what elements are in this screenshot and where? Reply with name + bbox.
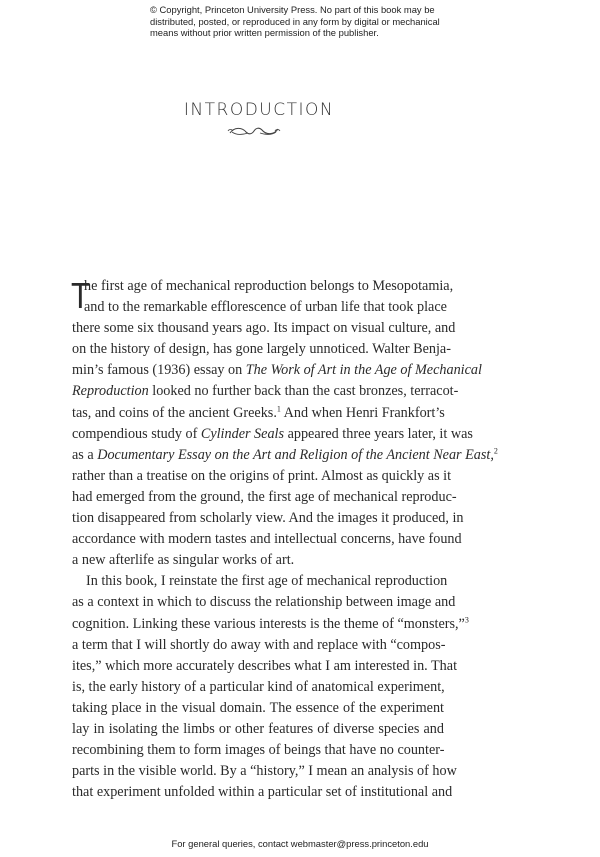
text-segment: as a xyxy=(72,446,98,463)
text-segment: compendious study of xyxy=(72,425,201,442)
text-line xyxy=(72,614,469,635)
text-segment: looked no further back than the cast bronzes, terracot- xyxy=(148,383,459,400)
copyright-notice xyxy=(150,4,460,39)
text-line xyxy=(72,445,498,466)
text-segment: on the history of design, has gone largely unnoticed. Walter Benja- xyxy=(72,341,451,358)
text-line xyxy=(72,466,452,487)
text-line xyxy=(72,318,456,339)
italic-title: Cylinder Seals xyxy=(200,425,285,442)
text-segment: he first age of mechanical reproduction belongs to Mesopotamia, xyxy=(84,278,454,294)
text-line xyxy=(72,276,454,297)
copyright-line: distributed, posted, or reproduced in any form by digital or mechanical xyxy=(150,15,440,27)
text-line xyxy=(72,761,457,782)
italic-title: The Work of Art in the Age of Mechanical xyxy=(245,362,482,379)
text-segment: and to the remarkable efflorescence of urban life that took place xyxy=(84,299,447,316)
copyright-line: © Copyright, Princeton University Press. No part of this book may be xyxy=(150,4,435,15)
text-line xyxy=(72,529,462,550)
text-segment: had emerged from the ground, the first age of mechanical reproduc- xyxy=(72,488,457,505)
text-segment: ites,” which more accurately describes what I am interested in. That xyxy=(72,657,458,674)
text-segment: In this book, I reinstate the first age of mechanical reproduction xyxy=(86,573,448,590)
text-line xyxy=(72,508,464,529)
text-segment: accordance with modern tastes and intellectual concerns, have found xyxy=(72,531,462,548)
text-segment: a term that I will shortly do away with and replace with “compos- xyxy=(72,636,446,653)
footnote-ref: 2 xyxy=(493,446,498,456)
text-line xyxy=(72,677,444,698)
text-line xyxy=(72,782,453,803)
text-segment: lay in isolating the limbs or other features of diverse species and xyxy=(72,720,444,737)
text-line xyxy=(72,571,448,592)
text-line xyxy=(72,719,444,740)
text-segment: a new afterlife as singular works of art. xyxy=(72,552,295,569)
text-line xyxy=(72,403,444,424)
italic-title: Reproduction xyxy=(72,383,149,400)
text-segment: cognition. Linking these various interests is the theme of “monsters,” xyxy=(72,615,465,632)
text-line xyxy=(72,360,482,381)
text-line xyxy=(72,550,444,571)
text-line xyxy=(72,339,451,360)
body-text xyxy=(71,275,498,803)
footnote-ref: 3 xyxy=(464,614,469,624)
text-line xyxy=(72,487,457,508)
footer-contact: For general queries, contact webmaster@press.princeton.edu xyxy=(171,838,429,849)
text-line xyxy=(72,297,447,318)
text-segment: as a context in which to discuss the relationship between image and xyxy=(72,594,456,611)
text-segment: min’s famous (1936) essay on xyxy=(72,362,246,379)
text-line xyxy=(72,381,459,402)
chapter-title: INTRODUCTION xyxy=(183,100,335,120)
scroll-ornament-icon xyxy=(226,124,282,138)
text-segment: rather than a treatise on the origins of print. Almost as quickly as it xyxy=(72,467,452,484)
text-segment: that experiment unfolded within a particular set of institutional and xyxy=(72,784,453,801)
drop-cap: T xyxy=(71,275,90,316)
text-segment: is, the early history of a particular kind of anatomical experiment, xyxy=(72,678,445,695)
text-segment: appeared three years later, it was xyxy=(284,425,473,442)
footnote-ref: 1 xyxy=(276,403,281,413)
text-segment: tas, and coins of the ancient Greeks. xyxy=(72,404,277,421)
text-segment: taking place in the visual domain. The essence of the experiment xyxy=(72,699,444,716)
text-segment: recombining them to form images of beings that have no counter- xyxy=(72,742,445,759)
text-segment: there some six thousand years ago. Its impact on visual culture, and xyxy=(72,320,456,337)
italic-title: Documentary Essay on the Art and Religion of the Ancient Near East, xyxy=(97,446,494,463)
copyright-line: means without prior written permission of the publisher. xyxy=(150,27,379,38)
text-segment: parts in the visible world. By a “history,” I mean an analysis of how xyxy=(72,763,457,780)
text-line xyxy=(72,698,444,719)
text-line xyxy=(72,592,456,613)
text-line xyxy=(72,424,473,445)
text-line xyxy=(72,635,444,656)
text-segment: tion disappeared from scholarly view. And the images it produced, in xyxy=(72,510,464,527)
text-line xyxy=(72,656,458,677)
text-line xyxy=(72,740,444,761)
text-segment: And when Henri Frankfort’s xyxy=(280,404,445,421)
